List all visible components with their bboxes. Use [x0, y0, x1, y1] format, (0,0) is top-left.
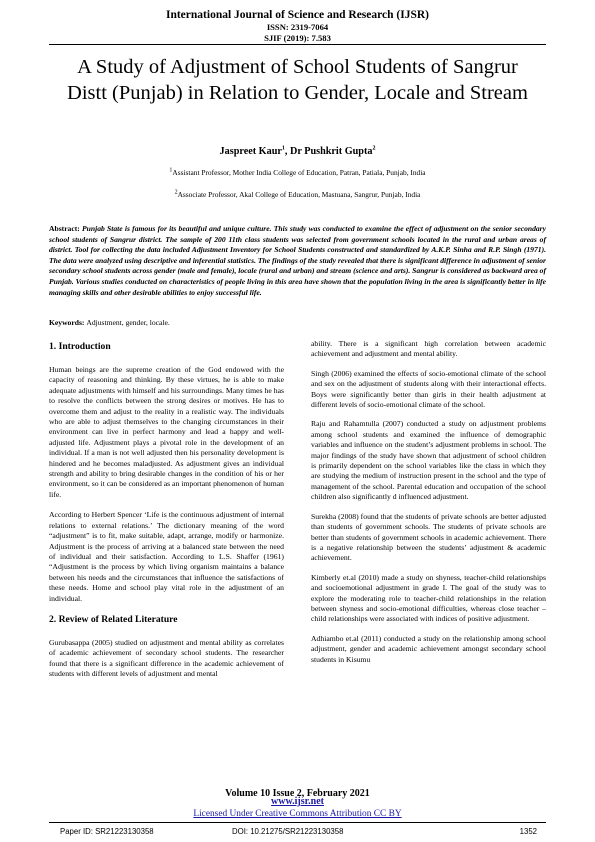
volume-issue: Volume 10 Issue 2, February 2021: [225, 788, 370, 799]
doi: DOI: 10.21275/SR21223130358: [232, 827, 344, 836]
paragraph: Gurubasappa (2005) studied on adjustment and mental ability as correlates of academic achievement of secondary school students. The researcher found that there is a significant difference in the academic achievement of students with different levels of adjustment and mental: [49, 637, 284, 679]
author-1: Jaspreet Kaur: [219, 146, 282, 157]
license-link[interactable]: Licensed Under Creative Commons Attribution CC BY: [193, 809, 402, 819]
paper-id: Paper ID: SR21223130358: [60, 827, 154, 836]
abstract-text: Punjab State is famous for its beautiful and unique culture. This study was conducted to examine the effect of adjustment on the senior secondary school students of Sangrur district. The sample of 200 11th class students was selected from government schools located in the rural and urban areas of district. Tool for collecting the data included Adjustment Inventory for School Students constructed and standardized by A.K.P. Sinha and R.P. Singh (1971). The data were analyzed using descriptive and inferential statistics. The findings of the study revealed that there is significant difference in adjustment of senior secondary school students across gender (male and female), locale (rural and urban) and stream (science and arts). Sangrur is considered as backward area of Punjab. Various studies conducted on characteristics of people living in this area have shown that the population living in the area is significantly better in life managing skills and other desirable abilities to enjoy successful life.: [49, 224, 547, 297]
section-heading-review: 2. Review of Related Literature: [49, 613, 178, 625]
keywords-text: Adjustment, gender, locale.: [86, 318, 170, 327]
paragraph: Surekha (2008) found that the students of private schools are better adjusted than students of government schools. The students of private schools are better than students of government schools in academic achievement. There is a negative relationship between the students’ adjustment & academic achievement.: [311, 511, 546, 563]
journal-website-link[interactable]: www.ijsr.net: [271, 796, 324, 807]
paragraph: Kimberly et.al (2010) made a study on shyness, teacher-child relationships and socioemotional adjustment in grade I. The goal of the study was to explore the moderating role to teacher-child relationships in the relation between shyness and socio-emotional difficulties, whereas close teacher – child relationships were associated with indices of positive adjustment.: [311, 572, 546, 624]
abstract: [49, 224, 546, 298]
paragraph: Human beings are the supreme creation of the God endowed with the capacity of reasoning and thinking. By these virtues, he is able to make adequate adjustments with himself and his surroundings. Many times he has to resolve the conflicts between the strong desires or motives. He has to overcome them and adjust to the reality in a realistic way. The individuals who are able to adjust themselves to the changing circumstances in their environment can live in perfect harmony and lead a happy and well-adjusted life. Adjustment plays a pivotal role in the development of an individual. If a man is not well adjusted then his personality development is hindered and he becomes maladjusted. As adjustment gives an individual strength and ability to bring desirable changes in the condition of his or her environment, so it can be considered as an important phenomenon of human life.: [49, 365, 284, 499]
affiliation-2: [0, 190, 595, 199]
paragraph: Adhiambo et.al (2011) conducted a study on the relationship among school adjustment, gender and academic achievement amongst secondary school students in Kisumu: [311, 633, 546, 664]
author-2-sup: 2: [372, 145, 376, 152]
journal-header: [0, 9, 595, 43]
header-divider: [49, 44, 546, 45]
journal-name: International Journal of Science and Research (IJSR): [165, 9, 429, 21]
affiliation-1: [0, 168, 595, 177]
issn: ISSN: 2319-7064: [266, 22, 329, 32]
section-heading-introduction: 1. Introduction: [49, 341, 111, 352]
affiliation-1-text: Assistant Professor, Mother India College of Education, Patran, Patiala, Punjab, India: [172, 168, 426, 177]
right-column: [311, 339, 546, 674]
paragraph: Raju and Rahamtulla (2007) conducted a study on adjustment problems among school students and examined the influence of demographic variables and influence on the student’s adjustment problems in school. The major findings of the study have shown that adjustment of school children is primarily dependent on the school variables like the class in which they are studying the medium of instruction present in the school and the type of management of the school. Parental education and occupation of the school children also significantly d influenced adjustment.: [311, 419, 546, 502]
author-2: Dr Pushkrit Gupta: [289, 146, 373, 157]
page-number: 1352: [519, 827, 537, 836]
paragraph: ability. There is a significant high correlation between academic achievement and adjustment and mental ability.: [311, 339, 546, 359]
keywords-label: Keywords:: [49, 318, 87, 327]
paper-title: A Study of Adjustment of School Students of Sangrur Distt (Punjab) in Relation to Gender, Locale and Stream: [67, 56, 528, 104]
abstract-label: Abstract:: [49, 224, 83, 233]
affiliation-1-sup: 1: [169, 167, 173, 174]
authors-line: [0, 146, 595, 157]
author-separator: ,: [284, 146, 290, 157]
footer-divider: [49, 822, 546, 823]
keywords: [49, 318, 546, 327]
affiliation-2-text: Associate Professor, Akal College of Education, Mastuana, Sangrur, Punjab, India: [177, 190, 421, 199]
paragraph: According to Herbert Spencer ‘Life is the continuous adjustment of internal relations to external relations.’ The dictionary meaning of the word “adjustment” is to fit, make suitable, adapt, arrange, modify or harmonize. Adjustment is the process of arriving at a balanced state between the need of individual and their satisfaction. According to L.S. Shaffer (1961) “Adjustment is the process by which living organism maintains a balance between his needs and the circumstances that influence the satisfactions of these needs. Home and school play vital role in the adjustment of an individual.: [49, 510, 284, 603]
left-column: [49, 339, 284, 690]
author-1-sup: 1: [281, 145, 285, 152]
sjif: SJIF (2019): 7.583: [264, 32, 331, 43]
paragraph: Singh (2006) examined the effects of socio-emotional climate of the school and sex on the adjustment of students along with their interactional effects. Boys were significantly better than girls in their health adjustment at different levels of socio-emotional climate of the school.: [311, 368, 546, 410]
affiliation-2-sup: 2: [174, 189, 178, 196]
